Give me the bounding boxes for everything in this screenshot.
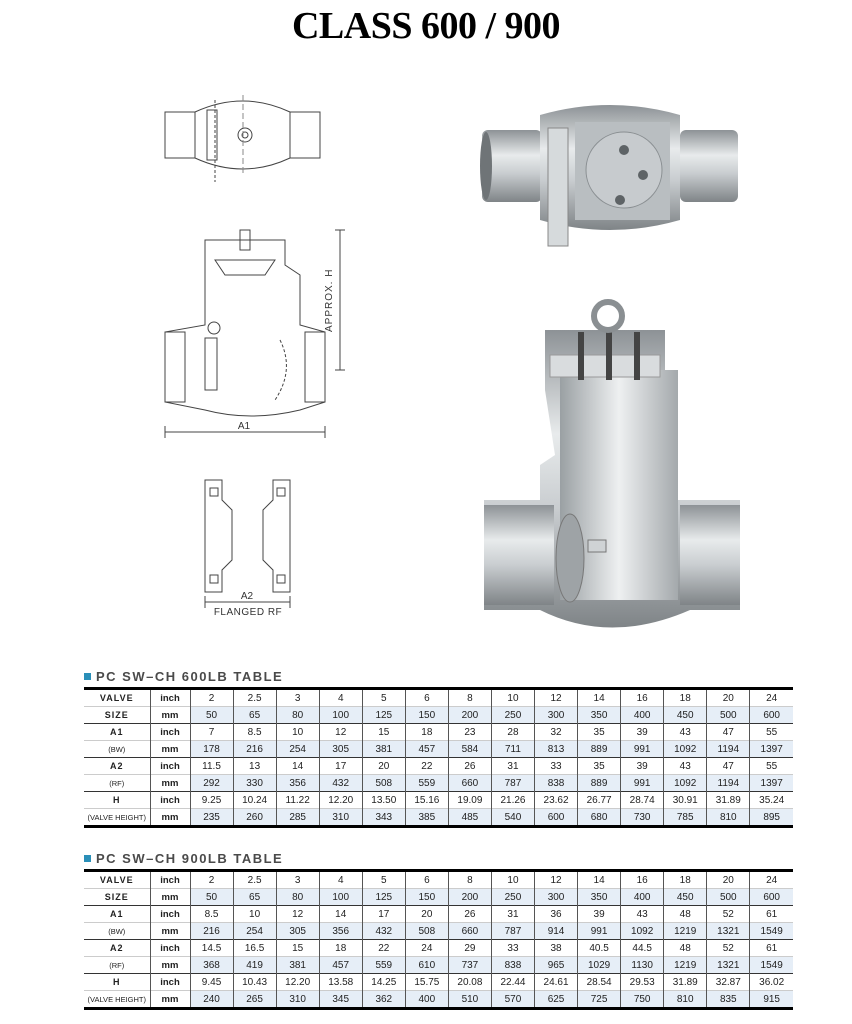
value-cell: 150 [405,707,448,724]
value-cell: 381 [276,957,319,974]
value-cell: 750 [621,991,664,1009]
value-cell: 55 [750,724,793,741]
table-row [84,906,793,923]
value-cell: 24 [750,871,793,889]
value-cell: 12 [319,724,362,741]
value-cell: 1321 [707,957,750,974]
value-cell: 1219 [664,957,707,974]
value-cell: 292 [190,775,233,792]
table-row [84,940,793,957]
value-cell: 4 [319,689,362,707]
value-cell: 10 [491,689,534,707]
flanged-rf-label: FLANGED RF [213,607,283,618]
value-cell: 13 [233,758,276,775]
value-cell: 24 [750,689,793,707]
unit-cell: inch [150,689,190,707]
row-label: H [84,974,150,991]
value-cell: 150 [405,889,448,906]
value-cell: 305 [319,741,362,758]
value-cell: 22 [405,758,448,775]
value-cell: 737 [448,957,491,974]
value-cell: 330 [233,775,276,792]
row-sublabel-text: (VALVE HEIGHT) [87,813,146,822]
table-row [84,809,793,827]
value-cell: 889 [578,775,621,792]
value-cell: 250 [491,707,534,724]
value-cell: 711 [491,741,534,758]
value-cell: 10.43 [233,974,276,991]
value-cell: 32.87 [707,974,750,991]
value-cell: 457 [405,741,448,758]
value-cell: 362 [362,991,405,1009]
value-cell: 13.58 [319,974,362,991]
value-cell: 540 [491,809,534,827]
value-cell: 785 [664,809,707,827]
value-cell: 80 [276,889,319,906]
value-cell: 1194 [707,741,750,758]
value-cell: 21.26 [491,792,534,809]
row-sublabel: SIZE [84,889,150,906]
side-view-drawing [165,230,345,438]
value-cell: 8 [448,689,491,707]
value-cell: 43 [621,906,664,923]
unit-cell: mm [150,775,190,792]
value-cell: 838 [535,775,578,792]
value-cell: 350 [578,889,621,906]
value-cell: 2 [190,689,233,707]
value-cell: 787 [491,923,534,940]
table-row [84,724,793,741]
value-cell: 19.09 [448,792,491,809]
unit-cell: mm [150,991,190,1009]
value-cell: 14 [578,871,621,889]
value-cell: 14 [319,906,362,923]
row-label: A1 [84,724,150,741]
table-row [84,792,793,809]
value-cell: 125 [362,707,405,724]
row-label: VALVE [84,689,150,707]
value-cell: 914 [535,923,578,940]
value-cell: 9.25 [190,792,233,809]
value-cell: 17 [319,758,362,775]
value-cell: 18 [664,871,707,889]
value-cell: 39 [578,906,621,923]
value-cell: 500 [707,707,750,724]
table-row [84,689,793,707]
unit-cell: mm [150,741,190,758]
value-cell: 915 [750,991,793,1009]
value-cell: 813 [535,741,578,758]
row-sublabel [84,809,150,827]
value-cell: 1549 [750,923,793,940]
value-cell: 23 [448,724,491,741]
value-cell: 419 [233,957,276,974]
value-cell: 5 [362,871,405,889]
value-cell: 26 [448,758,491,775]
row-sublabel: SIZE [84,707,150,724]
approx-h-label: APPROX. H [324,268,335,332]
value-cell: 48 [664,940,707,957]
value-cell: 356 [319,923,362,940]
value-cell: 20 [707,689,750,707]
value-cell: 50 [190,889,233,906]
value-cell: 450 [664,889,707,906]
value-cell: 1092 [664,741,707,758]
table-title-600lb: PC SW–CH 600LB TABLE [84,669,283,684]
value-cell: 368 [190,957,233,974]
table-row [84,889,793,906]
value-cell: 895 [750,809,793,827]
value-cell: 300 [535,889,578,906]
unit-cell: inch [150,758,190,775]
value-cell: 254 [233,923,276,940]
bullet-square-icon [84,673,91,680]
value-cell: 457 [319,957,362,974]
unit-cell: inch [150,940,190,957]
value-cell: 991 [621,741,664,758]
value-cell: 485 [448,809,491,827]
value-cell: 47 [707,724,750,741]
value-cell: 8.5 [233,724,276,741]
value-cell: 310 [276,991,319,1009]
value-cell: 32 [535,724,578,741]
value-cell: 43 [664,758,707,775]
value-cell: 345 [319,991,362,1009]
a2-label: A2 [240,591,254,602]
value-cell: 100 [319,707,362,724]
value-cell: 28.74 [621,792,664,809]
value-cell: 12 [535,871,578,889]
value-cell: 235 [190,809,233,827]
value-cell: 55 [750,758,793,775]
value-cell: 14 [578,689,621,707]
value-cell: 889 [578,741,621,758]
value-cell: 381 [362,741,405,758]
value-cell: 26.77 [578,792,621,809]
unit-cell: inch [150,724,190,741]
value-cell: 22 [362,940,405,957]
value-cell: 400 [621,707,664,724]
value-cell: 38 [535,940,578,957]
table-row [84,957,793,974]
value-cell: 200 [448,889,491,906]
value-cell: 178 [190,741,233,758]
value-cell: 1130 [621,957,664,974]
value-cell: 1194 [707,775,750,792]
value-cell: 16 [621,871,664,889]
value-cell: 1029 [578,957,621,974]
value-cell: 432 [319,775,362,792]
value-cell: 3 [276,689,319,707]
value-cell: 35 [578,724,621,741]
value-cell: 31.89 [707,792,750,809]
value-cell: 725 [578,991,621,1009]
value-cell: 11.5 [190,758,233,775]
unit-cell: inch [150,974,190,991]
value-cell: 23.62 [535,792,578,809]
value-cell: 305 [276,923,319,940]
value-cell: 680 [578,809,621,827]
table-row [84,991,793,1009]
value-cell: 26 [448,906,491,923]
value-cell: 600 [750,889,793,906]
value-cell: 625 [535,991,578,1009]
row-sublabel-text: (BW) [108,927,126,936]
value-cell: 12.20 [276,974,319,991]
value-cell: 570 [491,991,534,1009]
value-cell: 6 [405,689,448,707]
value-cell: 285 [276,809,319,827]
row-sublabel-text: (RF) [109,779,125,788]
row-sublabel [84,957,150,974]
value-cell: 1092 [621,923,664,940]
value-cell: 12.20 [319,792,362,809]
value-cell: 810 [664,991,707,1009]
value-cell: 400 [405,991,448,1009]
value-cell: 600 [535,809,578,827]
value-cell: 5 [362,689,405,707]
value-cell: 50 [190,707,233,724]
valve-top-render [480,105,738,246]
valve-drawings [0,70,852,660]
value-cell: 10 [276,724,319,741]
value-cell: 660 [448,923,491,940]
value-cell: 43 [664,724,707,741]
table-title-900lb: PC SW–CH 900LB TABLE [84,851,283,866]
value-cell: 9.45 [190,974,233,991]
value-cell: 1321 [707,923,750,940]
value-cell: 310 [319,809,362,827]
value-cell: 12 [276,906,319,923]
value-cell: 36.02 [750,974,793,991]
spec-table-600lb [84,687,793,828]
value-cell: 508 [362,775,405,792]
value-cell: 31 [491,758,534,775]
value-cell: 730 [621,809,664,827]
value-cell: 36 [535,906,578,923]
value-cell: 6 [405,871,448,889]
value-cell: 16 [621,689,664,707]
value-cell: 965 [535,957,578,974]
value-cell: 125 [362,889,405,906]
value-cell: 559 [362,957,405,974]
value-cell: 991 [621,775,664,792]
table-row [84,707,793,724]
value-cell: 61 [750,906,793,923]
value-cell: 2.5 [233,871,276,889]
unit-cell: mm [150,707,190,724]
value-cell: 2 [190,871,233,889]
value-cell: 4 [319,871,362,889]
value-cell: 508 [405,923,448,940]
value-cell: 216 [190,923,233,940]
bullet-square-icon [84,855,91,862]
value-cell: 29.53 [621,974,664,991]
value-cell: 33 [535,758,578,775]
unit-cell: mm [150,809,190,827]
value-cell: 18 [319,940,362,957]
value-cell: 991 [578,923,621,940]
value-cell: 29 [448,940,491,957]
value-cell: 432 [362,923,405,940]
value-cell: 15.16 [405,792,448,809]
value-cell: 15.75 [405,974,448,991]
value-cell: 510 [448,991,491,1009]
value-cell: 260 [233,809,276,827]
value-cell: 28 [491,724,534,741]
table-row [84,775,793,792]
spec-table-900lb [84,869,793,1010]
value-cell: 24 [405,940,448,957]
value-cell: 838 [491,957,534,974]
value-cell: 200 [448,707,491,724]
value-cell: 660 [448,775,491,792]
value-cell: 10 [233,906,276,923]
value-cell: 35 [578,758,621,775]
table-row [84,923,793,940]
value-cell: 14.25 [362,974,405,991]
value-cell: 18 [405,724,448,741]
value-cell: 10.24 [233,792,276,809]
table-row [84,758,793,775]
value-cell: 100 [319,889,362,906]
value-cell: 11.22 [276,792,319,809]
value-cell: 787 [491,775,534,792]
value-cell: 20 [707,871,750,889]
value-cell: 20 [362,758,405,775]
value-cell: 350 [578,707,621,724]
value-cell: 47 [707,758,750,775]
value-cell: 835 [707,991,750,1009]
row-sublabel-text: (RF) [109,961,125,970]
value-cell: 3 [276,871,319,889]
value-cell: 28.54 [578,974,621,991]
value-cell: 31 [491,906,534,923]
unit-cell: inch [150,906,190,923]
value-cell: 33 [491,940,534,957]
value-cell: 14 [276,758,319,775]
value-cell: 15 [276,940,319,957]
value-cell: 610 [405,957,448,974]
row-sublabel [84,775,150,792]
value-cell: 265 [233,991,276,1009]
value-cell: 20.08 [448,974,491,991]
value-cell: 7 [190,724,233,741]
value-cell: 20 [405,906,448,923]
value-cell: 16.5 [233,940,276,957]
value-cell: 31.89 [664,974,707,991]
value-cell: 343 [362,809,405,827]
unit-cell: inch [150,792,190,809]
unit-cell: mm [150,957,190,974]
value-cell: 385 [405,809,448,827]
unit-cell: mm [150,889,190,906]
value-cell: 8.5 [190,906,233,923]
value-cell: 2.5 [233,689,276,707]
value-cell: 35.24 [750,792,793,809]
value-cell: 1549 [750,957,793,974]
value-cell: 14.5 [190,940,233,957]
row-label: A2 [84,940,150,957]
value-cell: 1092 [664,775,707,792]
value-cell: 40.5 [578,940,621,957]
table-row [84,741,793,758]
value-cell: 52 [707,940,750,957]
value-cell: 44.5 [621,940,664,957]
value-cell: 1219 [664,923,707,940]
value-cell: 17 [362,906,405,923]
row-label: VALVE [84,871,150,889]
value-cell: 30.91 [664,792,707,809]
value-cell: 52 [707,906,750,923]
value-cell: 80 [276,707,319,724]
row-sublabel [84,923,150,940]
row-label: A1 [84,906,150,923]
value-cell: 254 [276,741,319,758]
table-row [84,974,793,991]
value-cell: 10 [491,871,534,889]
row-sublabel-text: (VALVE HEIGHT) [87,995,146,1004]
value-cell: 15 [362,724,405,741]
unit-cell: mm [150,923,190,940]
value-cell: 300 [535,707,578,724]
value-cell: 1397 [750,741,793,758]
page-title: CLASS 600 / 900 [291,5,561,47]
row-sublabel-text: (BW) [108,745,126,754]
value-cell: 500 [707,889,750,906]
value-cell: 240 [190,991,233,1009]
value-cell: 24.61 [535,974,578,991]
value-cell: 22.44 [491,974,534,991]
table-row [84,871,793,889]
value-cell: 12 [535,689,578,707]
value-cell: 48 [664,906,707,923]
value-cell: 65 [233,707,276,724]
value-cell: 39 [621,724,664,741]
value-cell: 39 [621,758,664,775]
value-cell: 450 [664,707,707,724]
row-label: H [84,792,150,809]
value-cell: 18 [664,689,707,707]
top-view-drawing [165,95,320,182]
value-cell: 600 [750,707,793,724]
value-cell: 65 [233,889,276,906]
value-cell: 216 [233,741,276,758]
value-cell: 1397 [750,775,793,792]
value-cell: 8 [448,871,491,889]
value-cell: 810 [707,809,750,827]
valve-cutaway-render [484,302,740,628]
row-sublabel [84,991,150,1009]
row-label: A2 [84,758,150,775]
a1-label: A1 [237,421,251,432]
flanged-drawing [205,480,290,608]
unit-cell: inch [150,871,190,889]
value-cell: 400 [621,889,664,906]
value-cell: 250 [491,889,534,906]
value-cell: 559 [405,775,448,792]
value-cell: 356 [276,775,319,792]
value-cell: 584 [448,741,491,758]
value-cell: 61 [750,940,793,957]
value-cell: 13.50 [362,792,405,809]
row-sublabel [84,741,150,758]
